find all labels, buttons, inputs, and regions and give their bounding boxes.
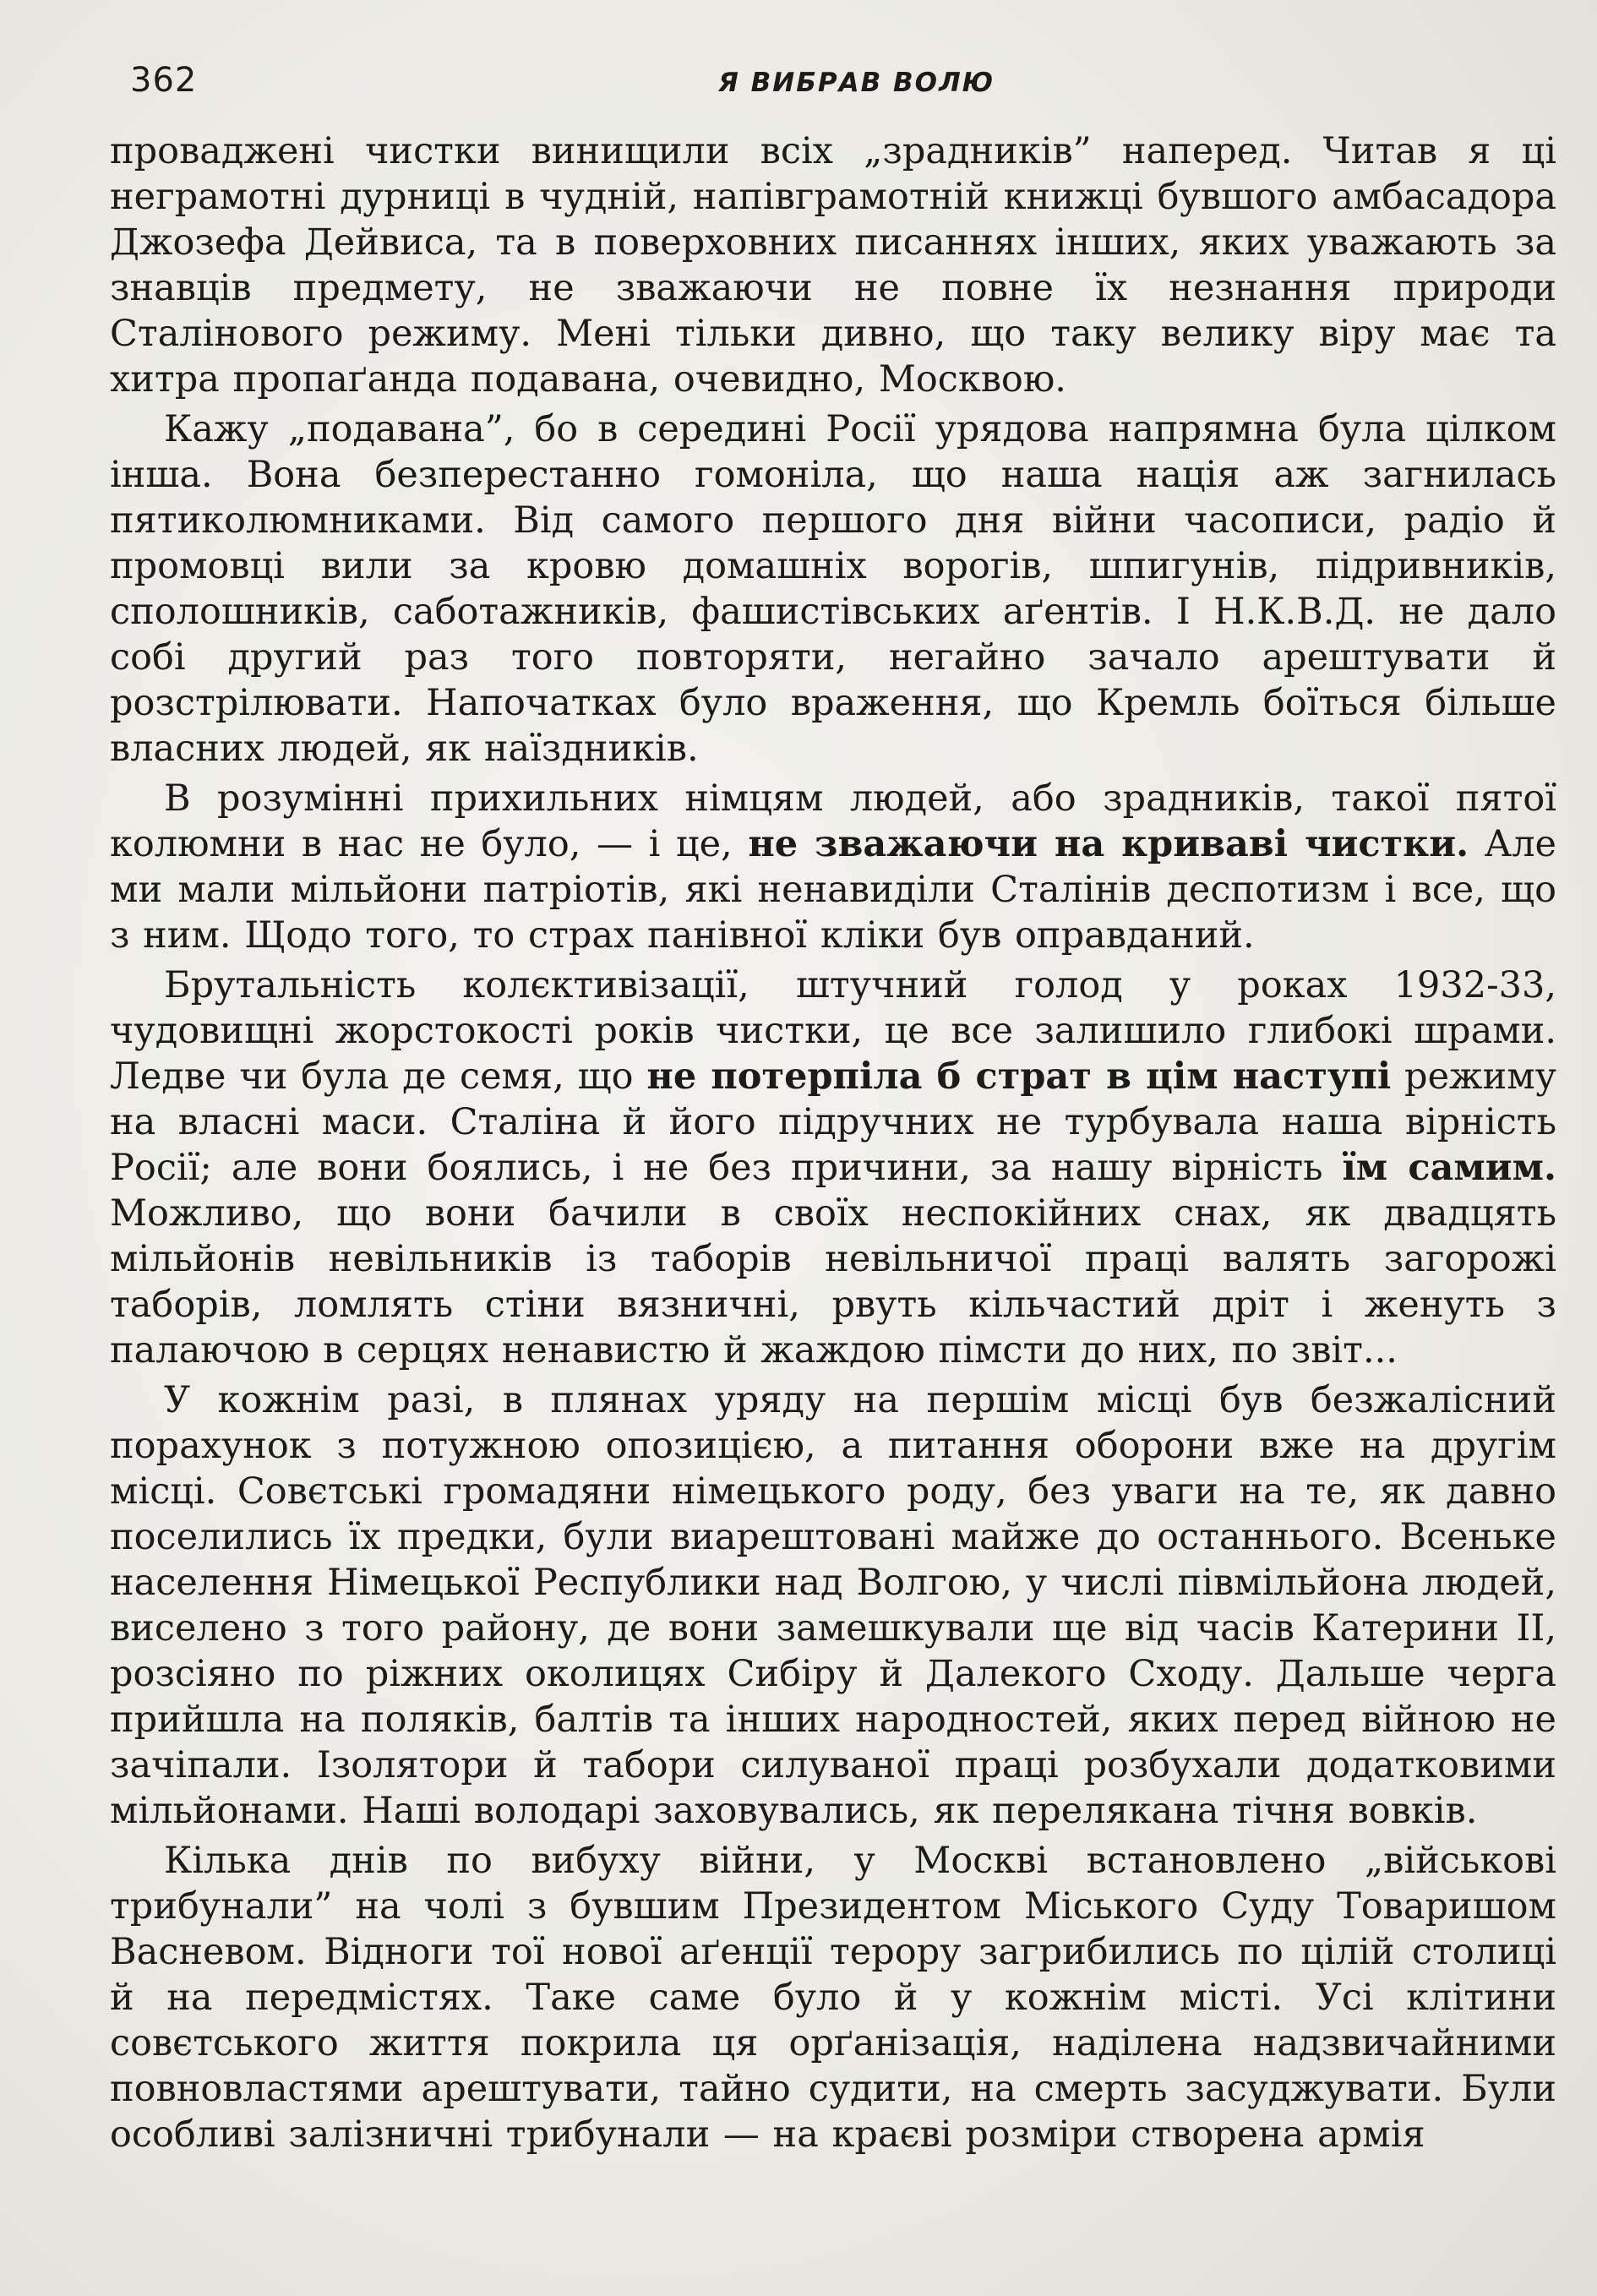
paragraph [110,1377,1556,1834]
paragraph-text: проваджені чистки винищили всіх „зрадників” наперед. Читав я ці неграмотні дурниці в чудній, напівграмотній книжці бувшого амбасадора Джозефа Дейвиса, та в поверховних писаннях інших, яких уважають за знавців предмету, не зважаючи не повне їх незнання природи Сталінового режиму. Мені тільки дивно, що таку велику віру має та хитра пропаґанда подавана, очевидно, Москвою. [110,130,1556,401]
paragraph-text: Але ми мали мільйони патріотів, які ненавиділи Сталінів деспотизм і все, що з ним. Щодо того, то страх панівної кліки був оправданий. [110,823,1557,957]
paragraph [110,406,1556,772]
paragraph-text: Кілька днів по вибуху війни, у Москві встановлено „військові трибунали” на чолі з бувшим Президентом Міського Суду Товаришом Васневом. Відноги тої нової аґенції терору загрибились по цілій столиці й на передмістях. Таке саме було й у кожнім місті. Усі клітини совєтського життя покрила ця орґанізація, наділена надзвичайними повновластями арештувати, тайно судити, на смерть засуджувати. Були особливі залізничні трибунали — на краєві розміри створена армія [110,1840,1556,2156]
emphasis-text: не потерпіла б страт в цім наступі [646,1055,1392,1098]
paragraph [110,776,1556,958]
paragraph-text: В розумінні прихильних німцям людей, або зрадників, такої пятої колюмни в нас не було, — і це, [110,777,1556,865]
body-text [110,128,1556,2157]
page-header [127,57,1559,108]
paragraph [110,963,1556,1373]
page-number: 362 [130,61,198,100]
paragraph [110,1838,1556,2157]
paragraph-text: режиму на власні маси. Сталіна й його підручних не турбувала наша вірність Росії; але вони боялись, і не без причини, за нашу вірність [110,1055,1556,1189]
emphasis-text: їм самим. [1342,1147,1556,1189]
running-title: Я ВИБРАВ ВОЛЮ [718,68,995,98]
paragraph-text: Кажу „подавана”, бо в середині Росії урядова напрямна була цілком інша. Вона безперестанно гомоніла, що наша нація аж загнилась пятиколюмниками. Від самого першого дня війни часописи, радіо й промовці вили за кровю домашніх ворогів, шпигунів, підривників, сполошників, саботажників, фашистівських аґентів. І Н.К.В.Д. не дало собі другий раз того повторяти, негайно зачало арештувати й розстрілювати. Напочатках було враження, що Кремль боїться більше власних людей, як наїздників. [110,408,1556,770]
paragraph-text: У кожнім разі, в плянах уряду на першім місці був безжалісний порахунок з потужною опозицією, а питання оборони вже на другім місці. Совєтські громадяни німецького роду, без уваги на те, як давно поселились їх предки, були виарештовані майже до останнього. Всенькe населення Німецької Республики над Волгою, у числі півмільйона людей, виселено з того району, де вони замешкували ще від часів Катерини II, розсіяно по ріжних околицях Сибіру й Далекого Сходу. Дальше черга прийшла на поляків, балтів та інших народностей, яких перед війною не зачіпали. Ізолятори й табори силуваної праці розбухали додатковими мільйонами. Наші володарі заховувались, як перелякана тічня вовків. [110,1379,1556,1832]
paragraph-text: Можливо, що вони бачили в своїх неспокійних снах, як двадцять мільйонів невільників із таборів невільничої праці валять загорожі таборів, ломлять стіни вязничні, рвуть кільчастий дріт і женуть з палаючою в серцях ненавистю й жаждою пімсти до них, по звіт... [110,1192,1556,1372]
paragraph [110,128,1556,402]
emphasis-text: не зважаючи на криваві чистки. [748,823,1469,865]
paragraph-text: Брутальність колєктивізації, штучний голод у роках 1932-33, чудовищні жорстокості років чистки, це все залишило глибокі шрами. Ледве чи була де семя, що [110,964,1556,1098]
